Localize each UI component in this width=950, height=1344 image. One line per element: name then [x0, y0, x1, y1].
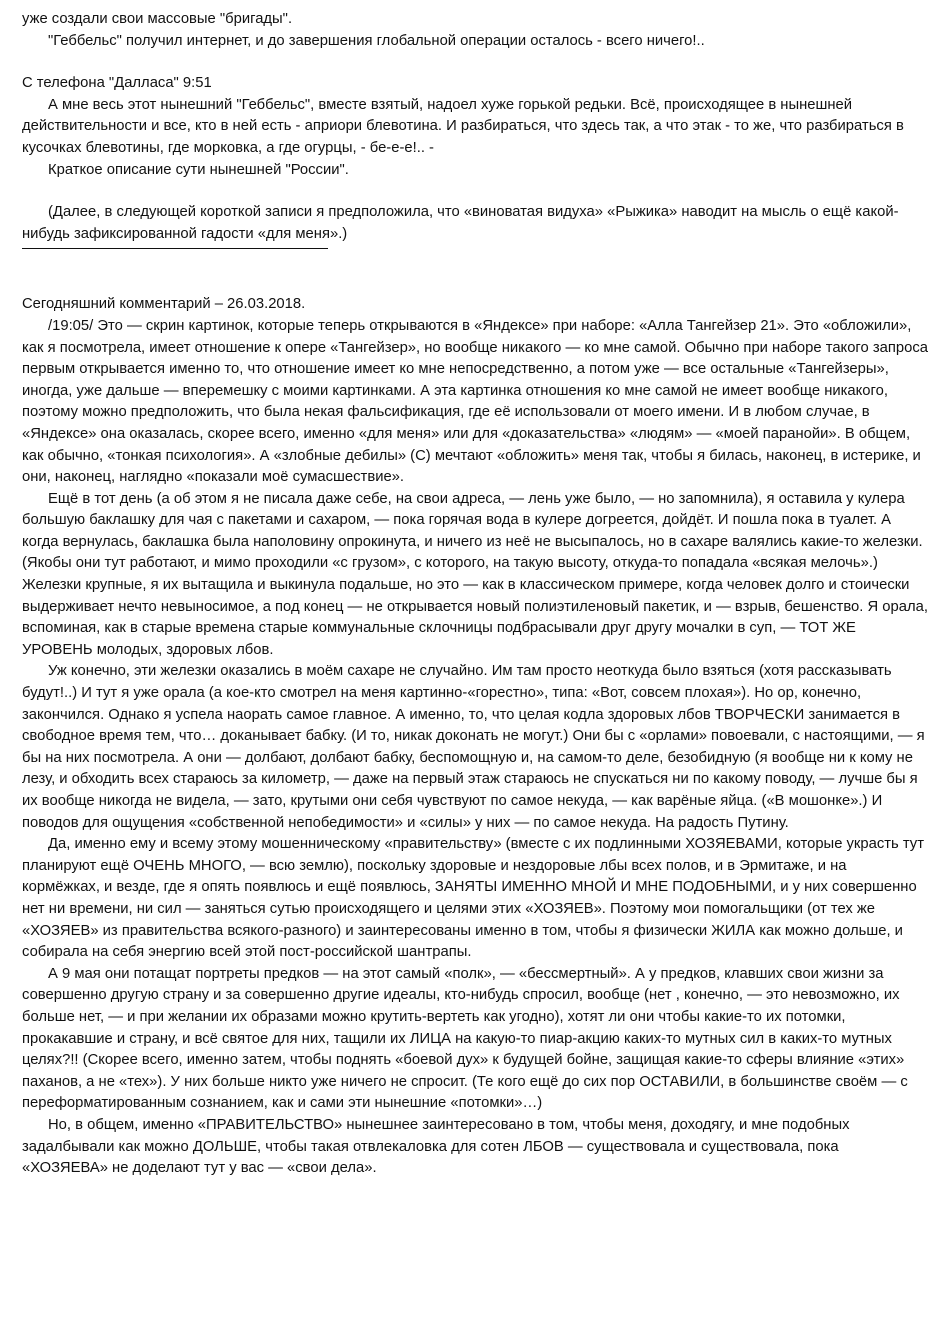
- spacer: [22, 181, 928, 202]
- section-heading-phone: С телефона "Далласа" 9:51: [22, 75, 212, 92]
- comment-paragraph: Уж конечно, эти железки оказались в моём сахаре не случайно. Им там просто неоткуда было взяться (хотя рассказывать будут!..) И тут я уже орала (а кое-кто смотрел на меня картинно-«горестно», типа: «Вот, совсем плохая»). Но ор, конечно, закончился. Однако я успела наорать самое главное. А именно, то, что целая кодла здоровых лбов ТВОРЧЕСКИ занимается в свободное время тем, что… доканывает бабку. (И то, никак доконать не могут.) Они бы с «орлами» повоевали, с настоящими, — я бы на них посмотрела. А они — долбают, долбают бабку, беспомощную и, на самом-то деле, безобидную (я вообще ни к кому не лезу, и обходить всех стараюсь за километр, — даже на первый этаж стараюсь не спускаться ни по какому поводу, — лучше бы я их вообще никогда не видела, — зато, крутыми они себя чувствуют по самое некуда, — как варёные яйца. («В мошонке».) И поводов для ощущения «собственной непобедимости» и «силы» у них — по самое некуда. На радость Путину.: [22, 663, 925, 831]
- paragraph-note: (Далее, в следующей короткой записи я предположила, что «виноватая видуха» «Рыжика» наводит на мысль о ещё какой-нибудь зафиксированной гадости «для меня».): [22, 204, 899, 242]
- comment-paragraph: Ещё в тот день (а об этом я не писала даже себе, на свои адреса, — лень уже было, — но запомнила), я оставила у кулера большую баклашку для чая с пакетами и сахаром, — пока горячая вода в кулере догреется, дойдёт. И пошла пока в туалет. А когда вернулась, баклашка была наполовину опрокинута, и ничего из неё не высыпалось, но в сахаре валялись какие-то железки. (Якобы они тут работают, и мимо проходили «с грузом», с которого, на такую высоту, откуда-то попадала «всякая мелочь».) Железки крупные, я их вытащила и выкинула подальше, но это — как в классическом примере, когда человек долго и стоически выдерживает нечто невыносимое, а под конец — не открывается новый полиэтиленовый пакетик, и — взрыв, бешенство. Я орала, вспоминая, как в старые времена старые коммунальные склочницы подбрасывали друг другу мочалки в суп, — ТОТ ЖЕ УРОВЕНЬ молодых, здоровых лбов.: [22, 490, 928, 658]
- paragraph-goebbels: А мне весь этот нынешний "Геббельс", вместе взятый, надоел хуже горькой редьки. Всё, происходящее в нынешней действительности и все, кто в ней есть - априори блевотина. И разбираться, что здесь так, а что этак - то же, что разбираться в кусочках блевотины, где морковка, а где огурцы, - бе-е-е!.. -: [22, 96, 904, 156]
- spacer: [22, 52, 928, 73]
- comment-paragraph: Но, в общем, именно «ПРАВИТЕЛЬСТВО» нынешнее заинтересовано в том, чтобы меня, доходягу, и мне подобных задалбывали как можно ДОЛЬШЕ, чтобы такая отвлекаловка для сотен ЛБОВ — существовала и существовала, пока «ХОЗЯЕВА» не доделают тут у вас — «свои дела».: [22, 1116, 850, 1177]
- text-line-brigades: уже создали свои массовые "бригады".: [22, 11, 293, 27]
- comment-heading: Сегодняшний комментарий – 26.03.2018.: [22, 296, 306, 313]
- spacer: [22, 249, 928, 294]
- text-line-goebbels-internet: "Геббельс" получил интернет, и до завершения глобальной операции осталось - всего ничего!..: [48, 32, 705, 49]
- comment-paragraph: /19:05/ Это — скрин картинок, которые теперь открываются в «Яндексе» при наборе: «Алла Тангейзер 21». Это «обложили», как я посмотрела, имеет отношение к опере «Тангейзер», но вообще никакого — ко мне самой. Обычно при наборе такого запроса первым открывается именно то, что отношение имеет ко мне непосредственно, а потом уже — все остальные «Тангейзеры», иногда, уже дальше — вперемешку с моими картинками. А эта картинка отношения ко мне самой не имеет вообще никакого, поэтому можно предположить, что была некая фальсификация, где её использовали от моего имени. И в любом случае, в «Яндексе» она оказалась, скорее всего, именно «для меня» или для «доказательства» «людям» — «моей паранойи». В общем, как обычно, «тонкая психология». А «злобные дебилы» (С) мечтают «обложить» меня так, чтобы я билась, наконец, в истерике, и они, наконец, наглядно «показали моё сумасшествие».: [22, 317, 928, 486]
- paragraph-russia-summary: Краткое описание сути нынешней "России".: [48, 161, 349, 178]
- comment-paragraph: Да, именно ему и всему этому мошенническому «правительству» (вместе с их подлинными ХОЗЯЕВАМИ, которые украсть тут планируют ещё ОЧЕНЬ МНОГО, — всю землю), поскольку здоровые и нездоровые лбы всех полов, и в Эрмитаже, и на кормёжках, и везде, где я опять появлюсь и ещё появлюсь, ЗАНЯТЫ ИМЕННО МНОЙ И МНЕ ПОДОБНЫМИ, и у них совершенно нет ни времени, ни сил — заняться сутью происходящего и целями этих «ХОЗЯЕВ». Поэтому мои помогальщики (от тех же «ХОЗЯЕВ» из правительства всякого-разного) и заинтересованы именно в том, чтобы я физически ЖИЛА как можно дольше, и собирала на себя энергию всей этой пост-российской шантрапы.: [22, 836, 924, 961]
- document-page: [22, 9, 928, 1180]
- comment-paragraph: А 9 мая они потащат портреты предков — на этот самый «полк», — «бессмертный». А у предков, клавших свои жизни за совершенно другую страну и за совершенно другие идеалы, кто-нибудь спросил, вообще (нет , конечно, — это невозможно, их больше нет, — и при желании их образами можно крутить-вертеть как угодно), хотят ли они чтобы какие-то их потомки, прокакавшие и страну, и всё святое для них, тащили их ЛИЦА на какую-то пиар-акцию каких-то мутных сил в каких-то мутных целях?!! (Скорее всего, именно затем, чтобы поднять «боевой дух» к будущей бойне, защищая какие-то сферы влияние «этих» паханов, а не «тех»). У них больше никто уже ничего не спросит. (Те кого ещё до сих пор ОСТАВИЛИ, в большинстве своём — с переформатированным сознанием, как и сами эти нынешние «потомки»…): [22, 965, 908, 1112]
